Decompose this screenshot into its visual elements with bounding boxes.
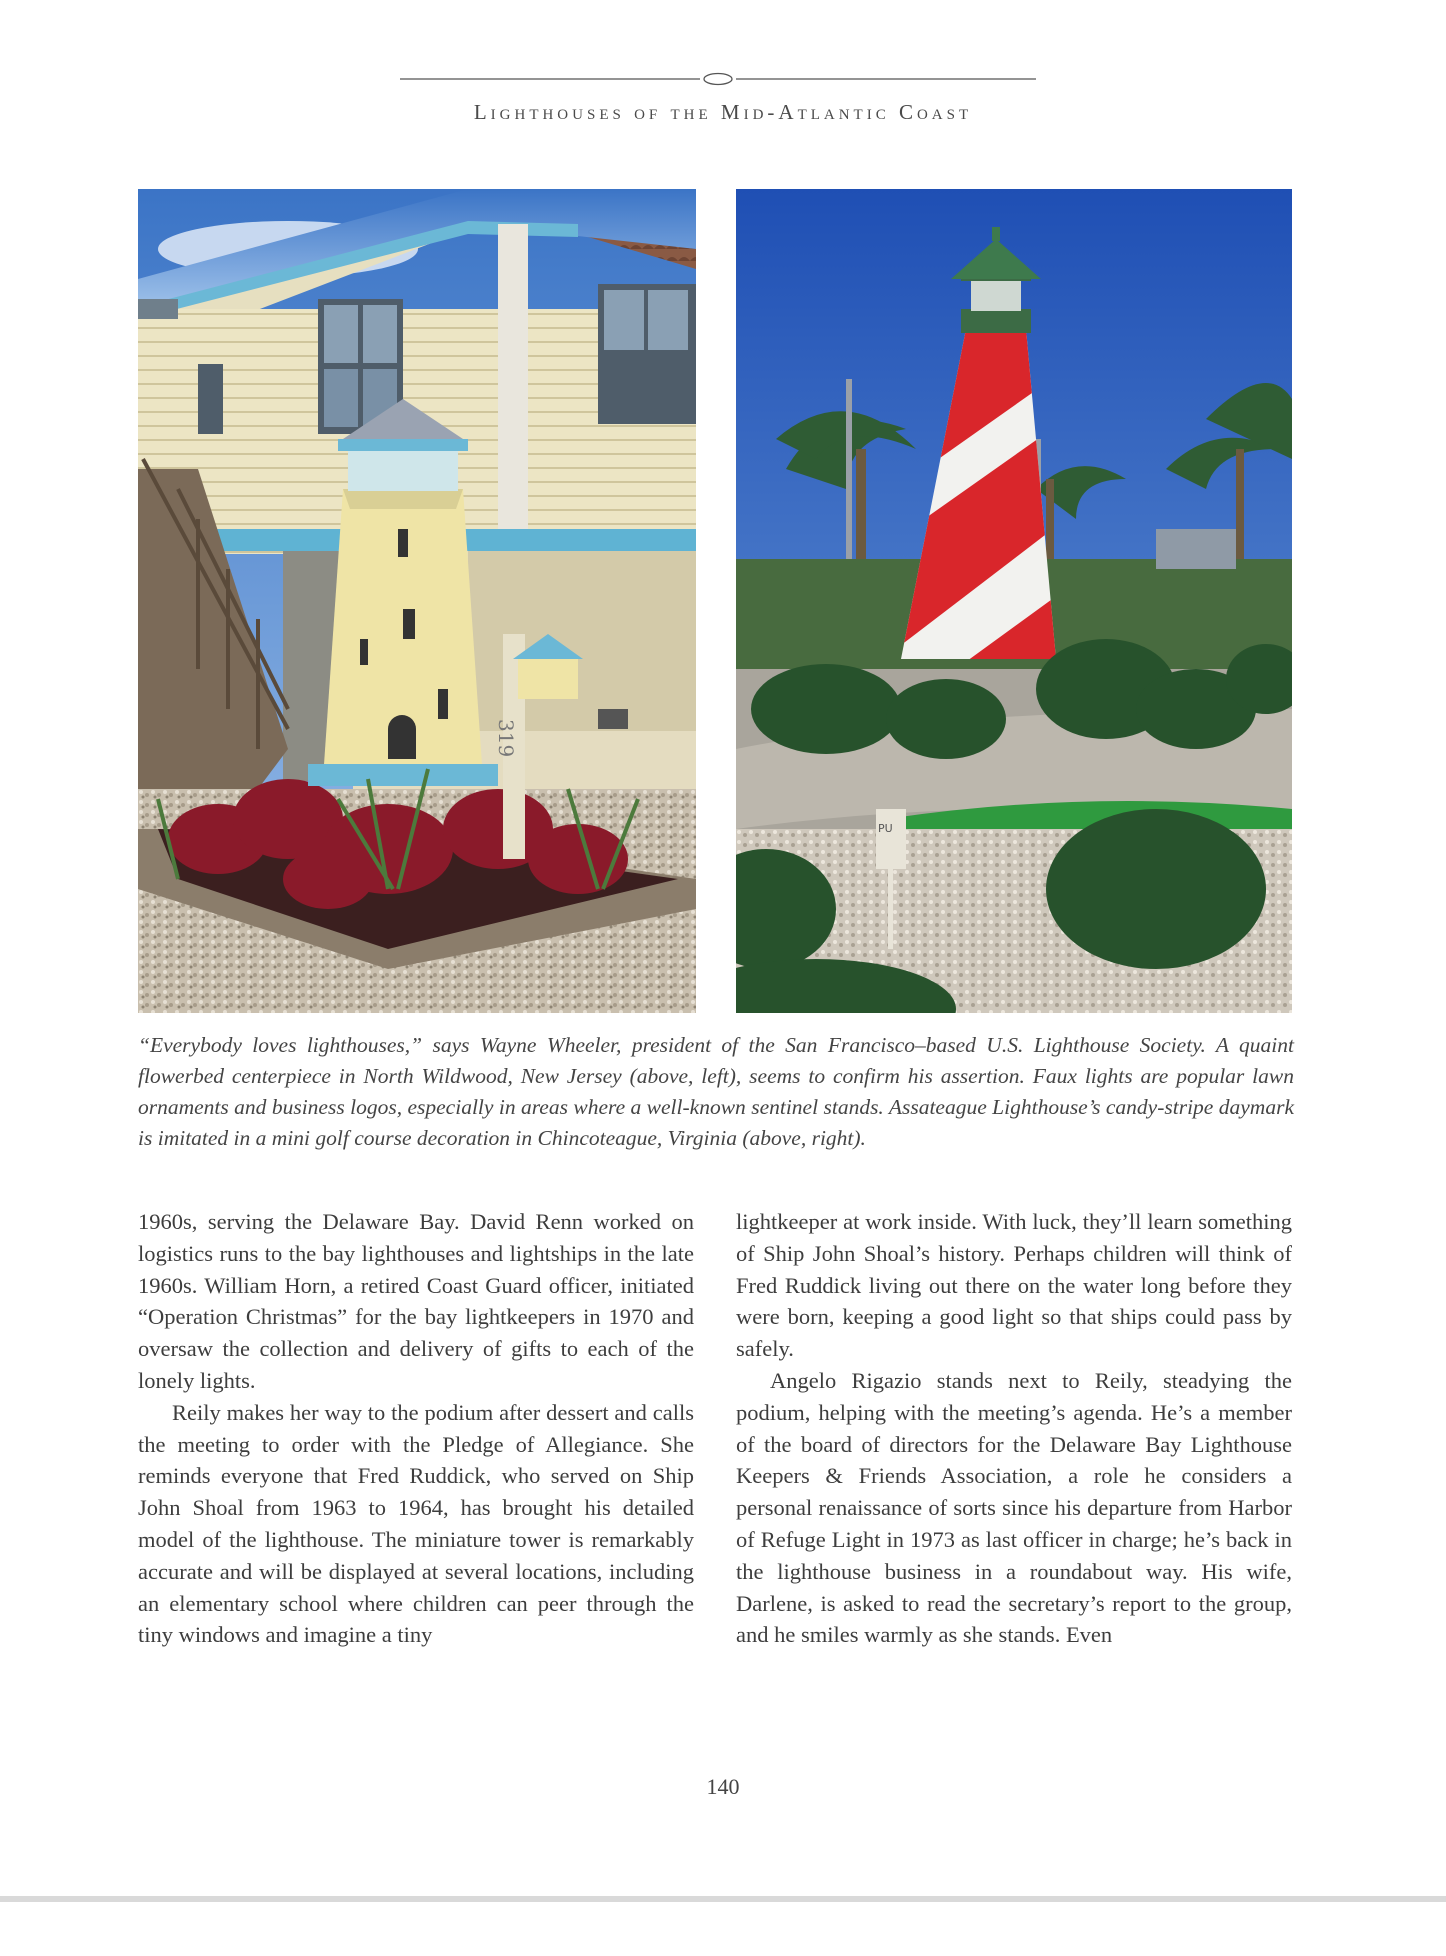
photo-caption: “Everybody loves lighthouses,” says Wayne Wheeler, president of the San Francisco–based U.S. Lighthouse Society. A quaint flowerbed centerpiece in North Wildwood, New Jersey (above, left), seems to confirm his assertion. Faux lights are popular lawn ornaments and business logos, especially in areas where a well-known sentinel stands. Assateague Lighthouse’s candy-stripe daymark is imitated in a mini golf course decoration in Chincoteague, Virginia (above, right).	[138, 1033, 1294, 1150]
page-number: 140	[706, 1774, 740, 1799]
header-ornament	[400, 72, 1036, 86]
paragraph: 1960s, serving the Delaware Bay. David Renn worked on logistics runs to the bay lighthouses and lightships in the late 1960s. William Horn, a retired Coast Guard officer, initiated “Operation Christmas” for the bay lightkeepers in 1970 and oversaw the collection and delivery of gifts to each of the lonely lights.	[138, 1209, 694, 1393]
running-head: Lighthouses of the Mid-Atlantic Coast	[473, 100, 973, 124]
right-column	[736, 1206, 1292, 1651]
paragraph: Reily makes her way to the podium after dessert and calls the meeting to order with the Pledge of Allegiance. She reminds everyone that Fred Ruddick, who served on Ship John Shoal from 1963 to 1964, has brought his detailed model of the lighthouse. The miniature tower is remarkably accurate and will be displayed at several locations, including an elementary school where children can peer through the tiny windows and imagine a tiny	[138, 1399, 694, 1648]
house-number: 319	[494, 719, 518, 758]
paragraph: lightkeeper at work inside. With luck, they’ll learn something of Ship John Shoal’s history. Perhaps children will think of Fred Ruddick living out there on the water long before they were born, keeping a good light so that ships could pass by safely.	[736, 1209, 1292, 1362]
bottom-divider	[0, 1896, 1446, 1902]
photo-mini-golf-lighthouse	[736, 189, 1292, 1013]
left-column	[138, 1206, 694, 1651]
photo-house-lighthouse-ornament	[138, 189, 696, 1013]
mini-golf-sign: PU	[878, 822, 893, 835]
paragraph: Angelo Rigazio stands next to Reily, steadying the podium, helping with the meeting’s agenda. He’s a member of the board of directors for the Delaware Bay Lighthouse Keepers & Friends Association, a role he considers a personal renaissance of sorts since his departure from Harbor of Refuge Light in 1973 as last officer in charge; he’s back in the lighthouse business in a roundabout way. His wife, Darlene, is asked to read the secretary’s report to the group, and he smiles warmly as she stands. Even	[736, 1367, 1292, 1648]
